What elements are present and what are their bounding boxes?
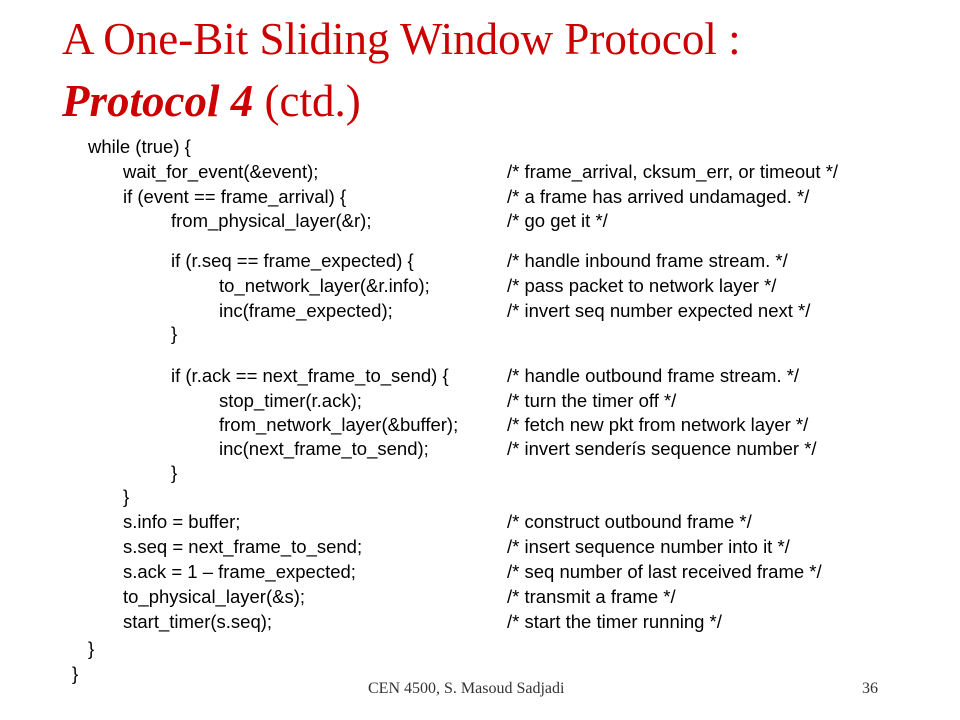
code-comment-4: /* go get it */ [507,210,608,231]
code-comment-2: /* frame_arrival, cksum_err, or timeout */ [507,161,839,182]
code-comment-7: /* invert seq number expected next */ [507,300,811,321]
slide-title-suffix: (ctd.) [253,76,361,126]
code-line-19: start_timer(s.seq); [123,611,273,632]
code-line-11: from_network_layer(&buffer); [219,414,459,435]
code-line-17: s.ack = 1 – frame_expected; [123,561,356,582]
code-line-8: } [171,323,178,344]
slide-title-emphasis: Protocol 4 [62,76,254,126]
code-comment-3: /* a frame has arrived undamaged. */ [507,186,810,207]
code-comment-18: /* transmit a frame */ [507,586,676,607]
code-line-1: while (true) { [88,136,191,157]
code-line-10: stop_timer(r.ack); [219,390,362,411]
slide-title-line1: A One-Bit Sliding Window Protocol : [62,14,741,64]
code-comment-6: /* pass packet to network layer */ [507,275,777,296]
page-number: 36 [862,680,878,697]
code-comment-9: /* handle outbound frame stream. */ [507,365,800,386]
code-comment-19: /* start the timer running */ [507,611,722,632]
code-line-5: if (r.seq == frame_expected) { [171,250,414,271]
code-line-16: s.seq = next_frame_to_send; [123,536,363,557]
code-line-3: if (event == frame_arrival) { [123,186,347,207]
code-comment-10: /* turn the timer off */ [507,390,677,411]
code-line-18: to_physical_layer(&s); [123,586,305,607]
code-comment-16: /* insert sequence number into it */ [507,536,790,557]
code-line-15: s.info = buffer; [123,511,241,532]
code-line-6: to_network_layer(&r.info); [219,275,430,296]
code-line-9: if (r.ack == next_frame_to_send) { [171,365,449,386]
code-line-21: } [72,663,79,684]
code-line-13: } [171,462,178,483]
code-line-20: } [88,638,95,659]
footer-course: CEN 4500, S. Masoud Sadjadi [368,680,565,697]
code-comment-17: /* seq number of last received frame */ [507,561,822,582]
code-line-4: from_physical_layer(&r); [171,210,372,231]
code-line-14: } [123,486,130,507]
code-line-7: inc(frame_expected); [219,300,393,321]
code-comment-15: /* construct outbound frame */ [507,511,752,532]
code-line-12: inc(next_frame_to_send); [219,438,429,459]
code-line-2: wait_for_event(&event); [123,161,319,182]
code-comment-12: /* invert senderís sequence number */ [507,438,817,459]
code-comment-11: /* fetch new pkt from network layer */ [507,414,809,435]
code-comment-5: /* handle inbound frame stream. */ [507,250,788,271]
